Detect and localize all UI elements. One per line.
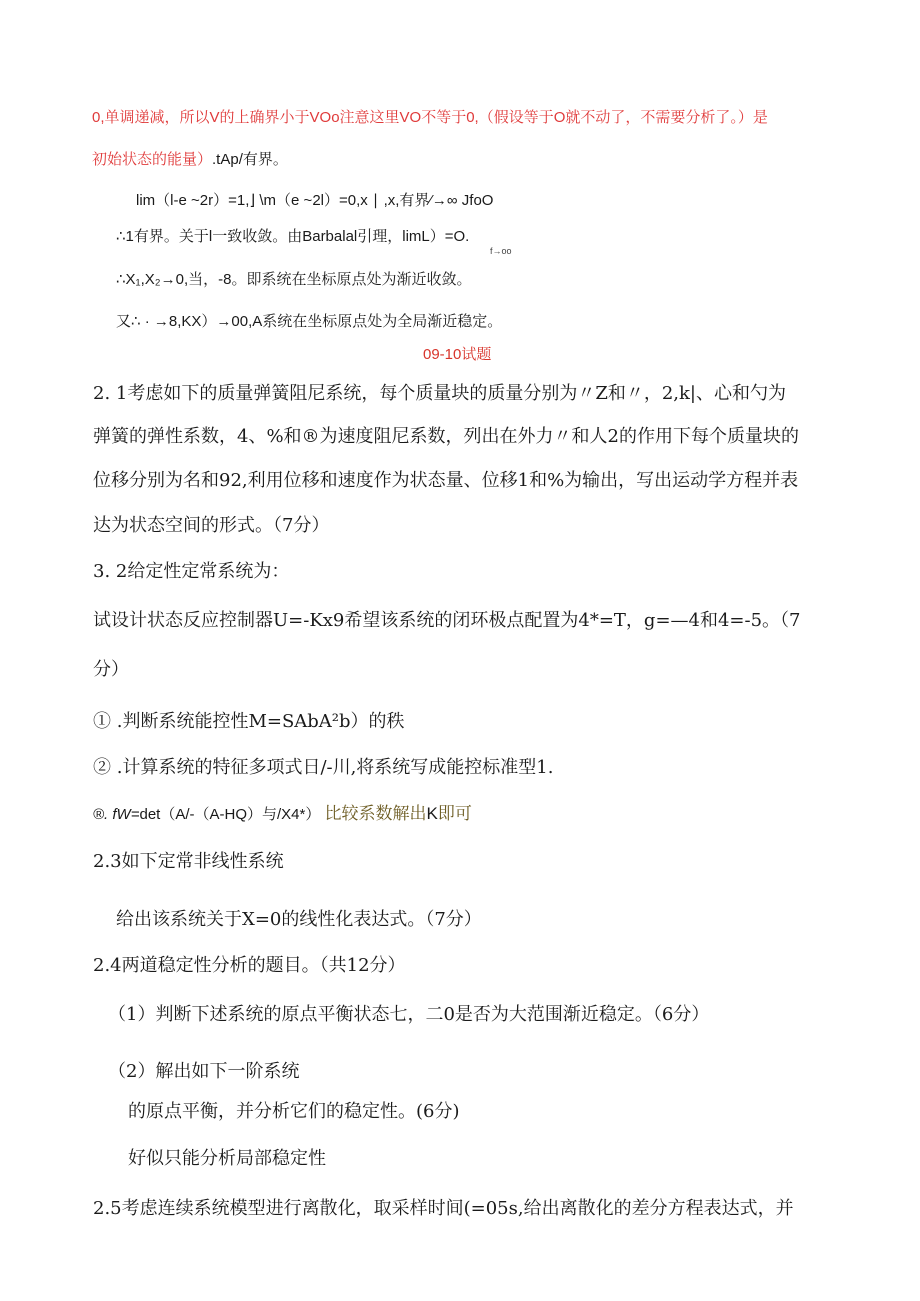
problem-2-1-line-1: 2. 1考虑如下的质量弹簧阻尼系统，每个质量块的质量分别为〃Z和〃，2,k|、心和勺为 (93, 383, 786, 404)
bounded-note: .tAp/有界。 (212, 151, 288, 168)
step-3-k: K (426, 804, 438, 823)
step-2-line: ② .计算系统的特征多项式日/-川,将系统写成能控标准型1. (93, 757, 554, 778)
barbalat-line: ∴1有界。关于l一致收敛。由Barbalal引理，limL）=O. (116, 228, 470, 245)
controller-design-line-1: 试设计状态反应控制器U=-Kx9希望该系统的闭环极点配置为4*=T，g=—4和4=-5。（7 (93, 610, 801, 631)
controller-design-line-2: 分） (93, 659, 129, 680)
problem-2-3-line: 2.3如下定常非线性系统 (93, 851, 284, 872)
step-3-formula: det（A/-（A-HQ）与/X4*） (139, 806, 321, 823)
problem-2-1-line-2: 弹簧的弹性系数，4、%和®为速度阻尼系数，列出在外力〃和人2的作用下每个质量块的 (93, 426, 800, 447)
problem-2-1-line-4: 达为状态空间的形式。（7分） (93, 515, 330, 536)
sub-problem-2-line: （2）解出如下一阶系统 (108, 1061, 300, 1082)
step-3-olive-tail: 即可 (437, 804, 472, 823)
problem-2-1-line-3: 位移分别为名和92,利用位移和速度作为状态量、位移1和%为输出，写出运动学方程并表 (93, 470, 799, 491)
limit-equation: lim（l-e ~2r）=1,⌋ \m（e ~2l）=0,x ∣ ,x,有界⁄→∞ JfoO (136, 192, 494, 209)
red-note-fragment: 初始状态的能量） (92, 151, 213, 168)
step-3-line (93, 799, 472, 824)
red-note-line-1: 0,单调递减，所以V的上确界小于VOo注意这里VO不等于0,（假设等于O就不动了，不需要分析了。）是 (92, 109, 768, 126)
global-stability-line: 又∴ · →8,KX）→00,A系统在坐标原点处为全局渐近稳定。 (116, 313, 503, 330)
local-stability-note: 好似只能分析局部稳定性 (128, 1148, 326, 1169)
problem-2-5-line: 2.5考虑连续系统模型进行离散化，取采样时间(=05s,给出离散化的差分方程表达式，并 (93, 1198, 794, 1219)
step-3-olive-text: 比较系数解出 (324, 804, 427, 823)
limit-subscript: f→oo (490, 246, 512, 256)
red-note-line-2 (92, 148, 288, 169)
sub-problem-1-line: （1）判断下述系统的原点平衡状态七，二0是否为大范围渐近稳定。（6分） (108, 1004, 710, 1025)
linearization-line: 给出该系统关于X=0的线性化表达式。（7分） (116, 909, 482, 930)
problem-3-2-line: 3. 2给定性定常系统为： (93, 561, 290, 582)
equilibrium-line: 的原点平衡，并分析它们的稳定性。(6分) (128, 1101, 460, 1122)
problem-2-4-line: 2.4两道稳定性分析的题目。（共12分） (93, 955, 406, 976)
convergence-line: ∴X₁,X₂→0,当，-8。即系统在坐标原点处为渐近收敛。 (116, 271, 472, 288)
step-3-prefix: ®. fW= (93, 806, 140, 823)
section-heading: 09-10试题 (423, 346, 492, 363)
step-1-line: ① .判断系统能控性M=SAbA²b）的秩 (93, 711, 405, 732)
